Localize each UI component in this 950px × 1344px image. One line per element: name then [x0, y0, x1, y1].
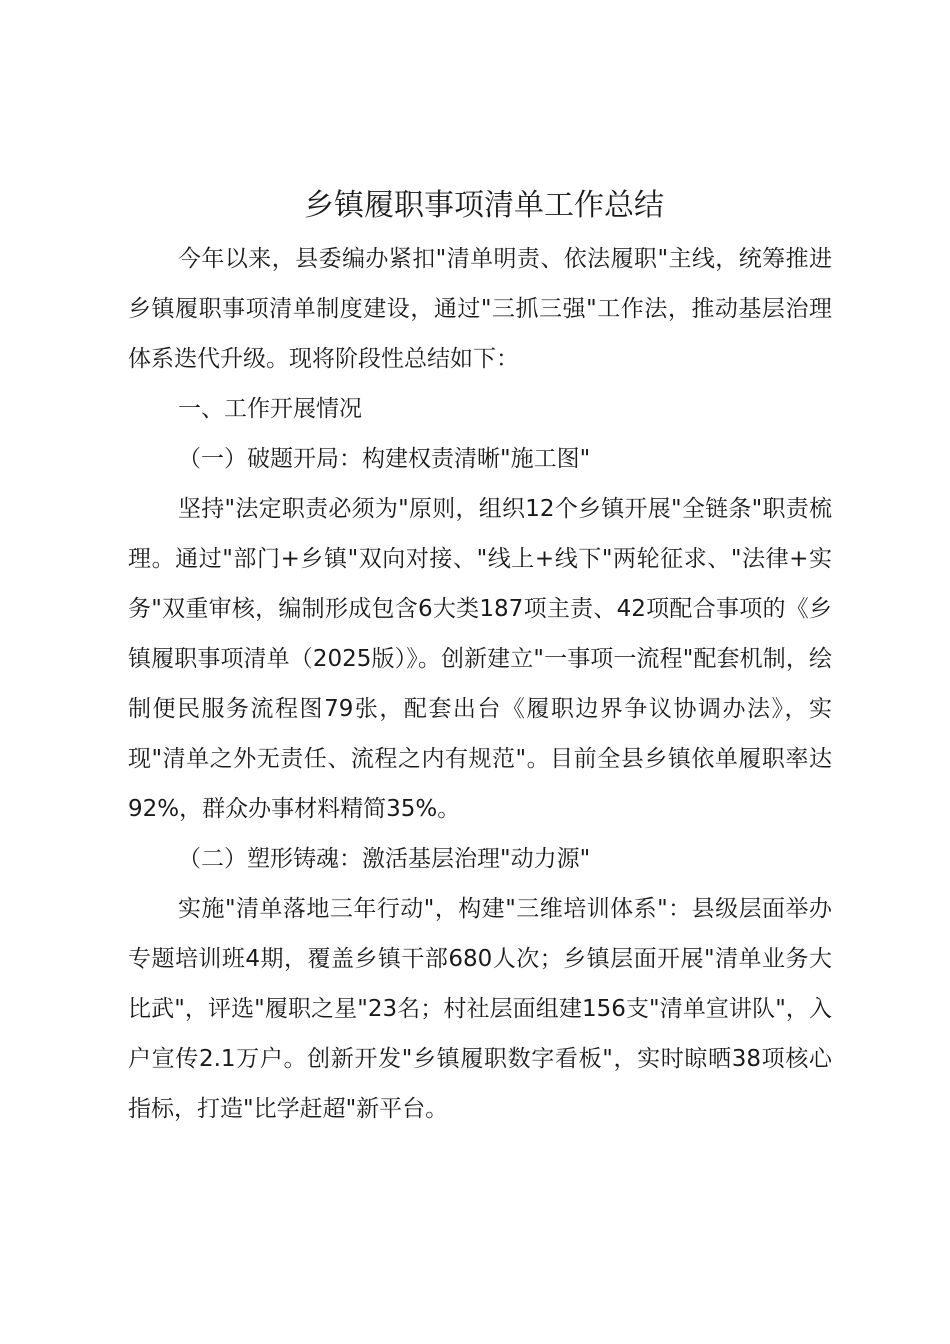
subsection-heading-1: （一）破题开局：构建权责清晰"施工图" — [178, 446, 591, 472]
subsection-heading-2: （二）塑形铸魂：激活基层治理"动力源" — [178, 846, 591, 872]
intro-paragraph: 今年以来，县委编办紧扣"清单明责、依法履职"主线，统筹推进乡镇履职事项清单制度建设，通过"三抓三强"工作法，推动基层治理体系迭代升级。现将阶段性总结如下： — [128, 246, 832, 372]
document-title: 乡镇履职事项清单工作总结 — [304, 188, 664, 223]
subsection-body-1: 坚持"法定职责必须为"原则，组织12个乡镇开展"全链条"职责梳理。通过"部门+乡镇"双向对接、"线上+线下"两轮征求、"法律+实务"双重审核，编制形成包含6大类187项主责、42项配合事项的《乡镇履职事项清单（2025版）》。创新建立"一事项一流程"配套机制，绘制便民服务流程图79张，配套出台《履职边界争议协调办法》，实现"清单之外无责任、流程之内有规范"。目前全县乡镇依单履职率达92%，群众办事材料精简35%。 — [128, 496, 832, 822]
section-heading-1: 一、工作开展情况 — [178, 396, 362, 422]
document-page — [128, 178, 832, 1134]
subsection-body-2: 实施"清单落地三年行动"，构建"三维培训体系"：县级层面举办专题培训班4期，覆盖乡镇干部680人次；乡镇层面开展"清单业务大比武"，评选"履职之星"23名；村社层面组建156支"清单宣讲队"，入户宣传2.1万户。创新开发"乡镇履职数字看板"，实时晾晒38项核心指标，打造"比学赶超"新平台。 — [128, 896, 832, 1122]
